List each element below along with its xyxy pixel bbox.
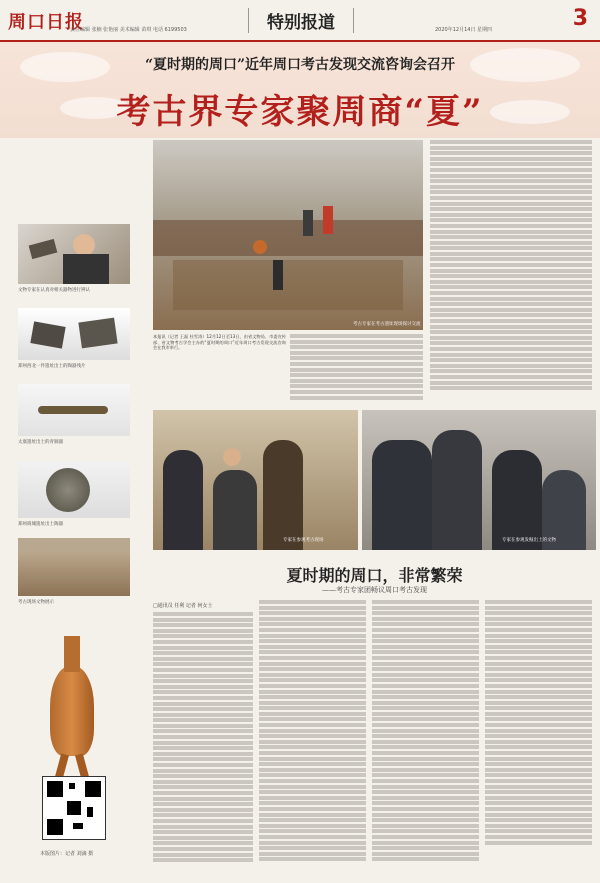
masthead [0, 0, 600, 42]
photo-caption-2: 专家在参观考古现场 [283, 538, 324, 543]
lead-text: 本报讯（记者 王磊 杜雪涛）12月12日至13日，由省文物局、市委宣传部、省文物考古学会主办的“夏时期的周口”近年周口考古发现交流咨询会在我市举行。 [153, 334, 286, 351]
caption-photo-4: 郑州商城遗址出土陶器 [18, 522, 63, 527]
editor-meta: 责任编辑 张楠 张艳丽 美术编辑 苗琪 电话 6199503 [70, 27, 187, 33]
page-number: 3 [572, 6, 588, 31]
issue-date: 2020年12月14日 星期四 [435, 27, 493, 33]
caption-photo-3: 太康遗址出土的青铜器 [18, 440, 63, 445]
photo-credit: 本版图片：记者 刘滴 摄 [40, 851, 94, 857]
caption-photo-2: 郑州西北一件遗址出土的陶器残片 [18, 364, 86, 369]
newspaper-logo: 周口日报 [8, 12, 84, 33]
second-article-subtitle: ——考古专家团畅议周口考古发现 [322, 586, 427, 594]
bronze-artifact-photo [18, 384, 130, 436]
caption-photo-5: 考古现场文物展示 [18, 600, 54, 605]
second-article-byline: □通讯员 任利 记者 何女士 [153, 603, 213, 609]
second-article-title: 夏时期的周口，非常繁荣 [286, 566, 463, 585]
article-body-middle [290, 334, 423, 404]
qr-code[interactable] [42, 776, 106, 840]
second-article-col-3 [372, 600, 479, 874]
caption-photo-1: 文物专家在认真对相关器物进行辨认 [18, 288, 90, 293]
second-article-col-4 [485, 600, 592, 874]
photo-column [0, 138, 148, 883]
photo-caption-3: 专家在参观发掘出土的文物 [502, 538, 556, 543]
article-body-right [430, 140, 592, 400]
main-headline: 考古界专家聚周商“夏” [116, 92, 484, 132]
excavation-hero-photo [153, 140, 423, 330]
excavation-site-photo [18, 538, 130, 596]
kicker-headline: “夏时期的周口”近年周口考古发现交流咨询会召开 [144, 57, 456, 73]
second-article-col-1 [153, 612, 253, 874]
pottery-shards-photo [18, 308, 130, 360]
section-title: 特别报道 [248, 8, 354, 33]
second-article-col-2 [259, 600, 366, 874]
headline-banner [0, 42, 600, 138]
bronze-mirror-photo [18, 462, 130, 518]
lead-paragraph [153, 334, 286, 351]
experts-inspecting-photo [153, 410, 358, 550]
pottery-vessel-photo [20, 626, 130, 796]
expert-examining-photo [18, 224, 130, 284]
hero-caption: 考古专家在考古遗址现场探讨交流 [353, 322, 421, 327]
artifact-viewing-photo [362, 410, 596, 550]
